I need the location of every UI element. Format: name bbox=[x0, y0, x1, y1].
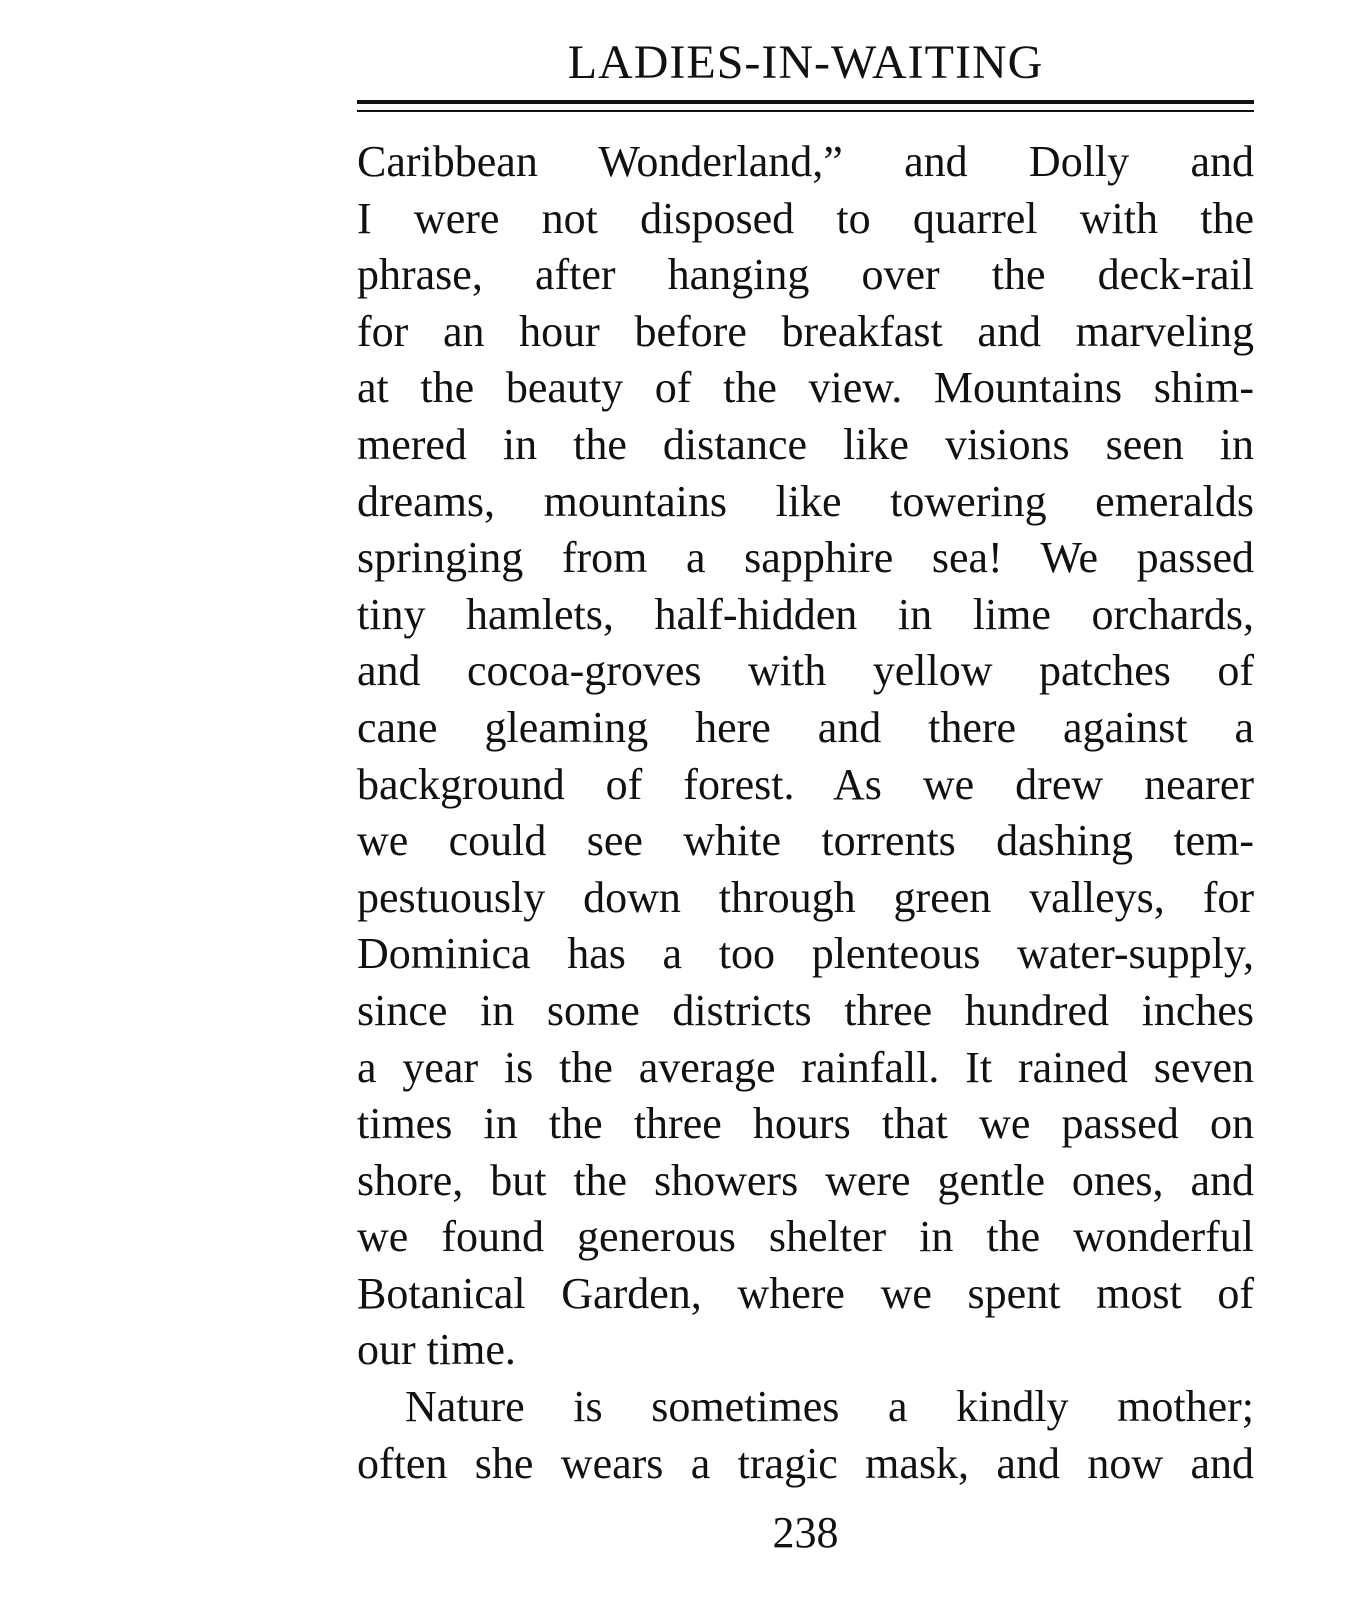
paragraph-2 bbox=[357, 1379, 1254, 1492]
text-line: phrase, after hanging over the deck-rail bbox=[357, 250, 1254, 300]
text-line: tiny hamlets, half-hidden in lime orchards, bbox=[357, 589, 1254, 639]
page-number: 238 bbox=[772, 1508, 839, 1557]
text-line: mered in the distance like visions seen in bbox=[357, 419, 1254, 469]
text-line: and cocoa-groves with yellow patches of bbox=[357, 646, 1254, 696]
text-line: often she wears a tragic mask, and now and bbox=[357, 1438, 1254, 1488]
text-line: Nature is sometimes a kindly mother; bbox=[405, 1382, 1254, 1432]
text-line: shore, but the showers were gentle ones, and bbox=[357, 1155, 1254, 1205]
text-line: for an hour before breakfast and marveling bbox=[357, 306, 1254, 356]
text-line: since in some districts three hundred inches bbox=[357, 985, 1254, 1035]
text-line: background of forest. As we drew nearer bbox=[357, 759, 1254, 809]
text-line: our time. bbox=[357, 1325, 516, 1375]
text-line: we found generous shelter in the wonderful bbox=[357, 1212, 1254, 1262]
text-line: Botanical Garden, where we spent most of bbox=[357, 1268, 1254, 1318]
text-line: cane gleaming here and there against a bbox=[357, 702, 1254, 752]
text-line: springing from a sapphire sea! We passed bbox=[357, 533, 1254, 583]
text-line: we could see white torrents dashing tem- bbox=[357, 816, 1254, 866]
text-line: Caribbean Wonderland,” and Dolly and bbox=[357, 137, 1254, 186]
text-line: pestuously down through green valleys, for bbox=[357, 872, 1254, 922]
text-line: I were not disposed to quarrel with the bbox=[357, 193, 1254, 243]
header-rule-thin bbox=[357, 110, 1254, 112]
body-text bbox=[357, 134, 1254, 1492]
text-line: a year is the average rainfall. It rained seven bbox=[357, 1042, 1254, 1092]
text-line: dreams, mountains like towering emeralds bbox=[357, 476, 1254, 526]
text-line: Dominica has a too plenteous water-supply, bbox=[357, 929, 1254, 979]
header-rule-thick bbox=[357, 100, 1254, 104]
text-line: times in the three hours that we passed on bbox=[357, 1099, 1254, 1149]
text-line: at the beauty of the view. Mountains shim- bbox=[357, 363, 1254, 413]
paragraph-1 bbox=[357, 134, 1254, 1379]
running-head: LADIES-IN-WAITING bbox=[567, 36, 1044, 89]
